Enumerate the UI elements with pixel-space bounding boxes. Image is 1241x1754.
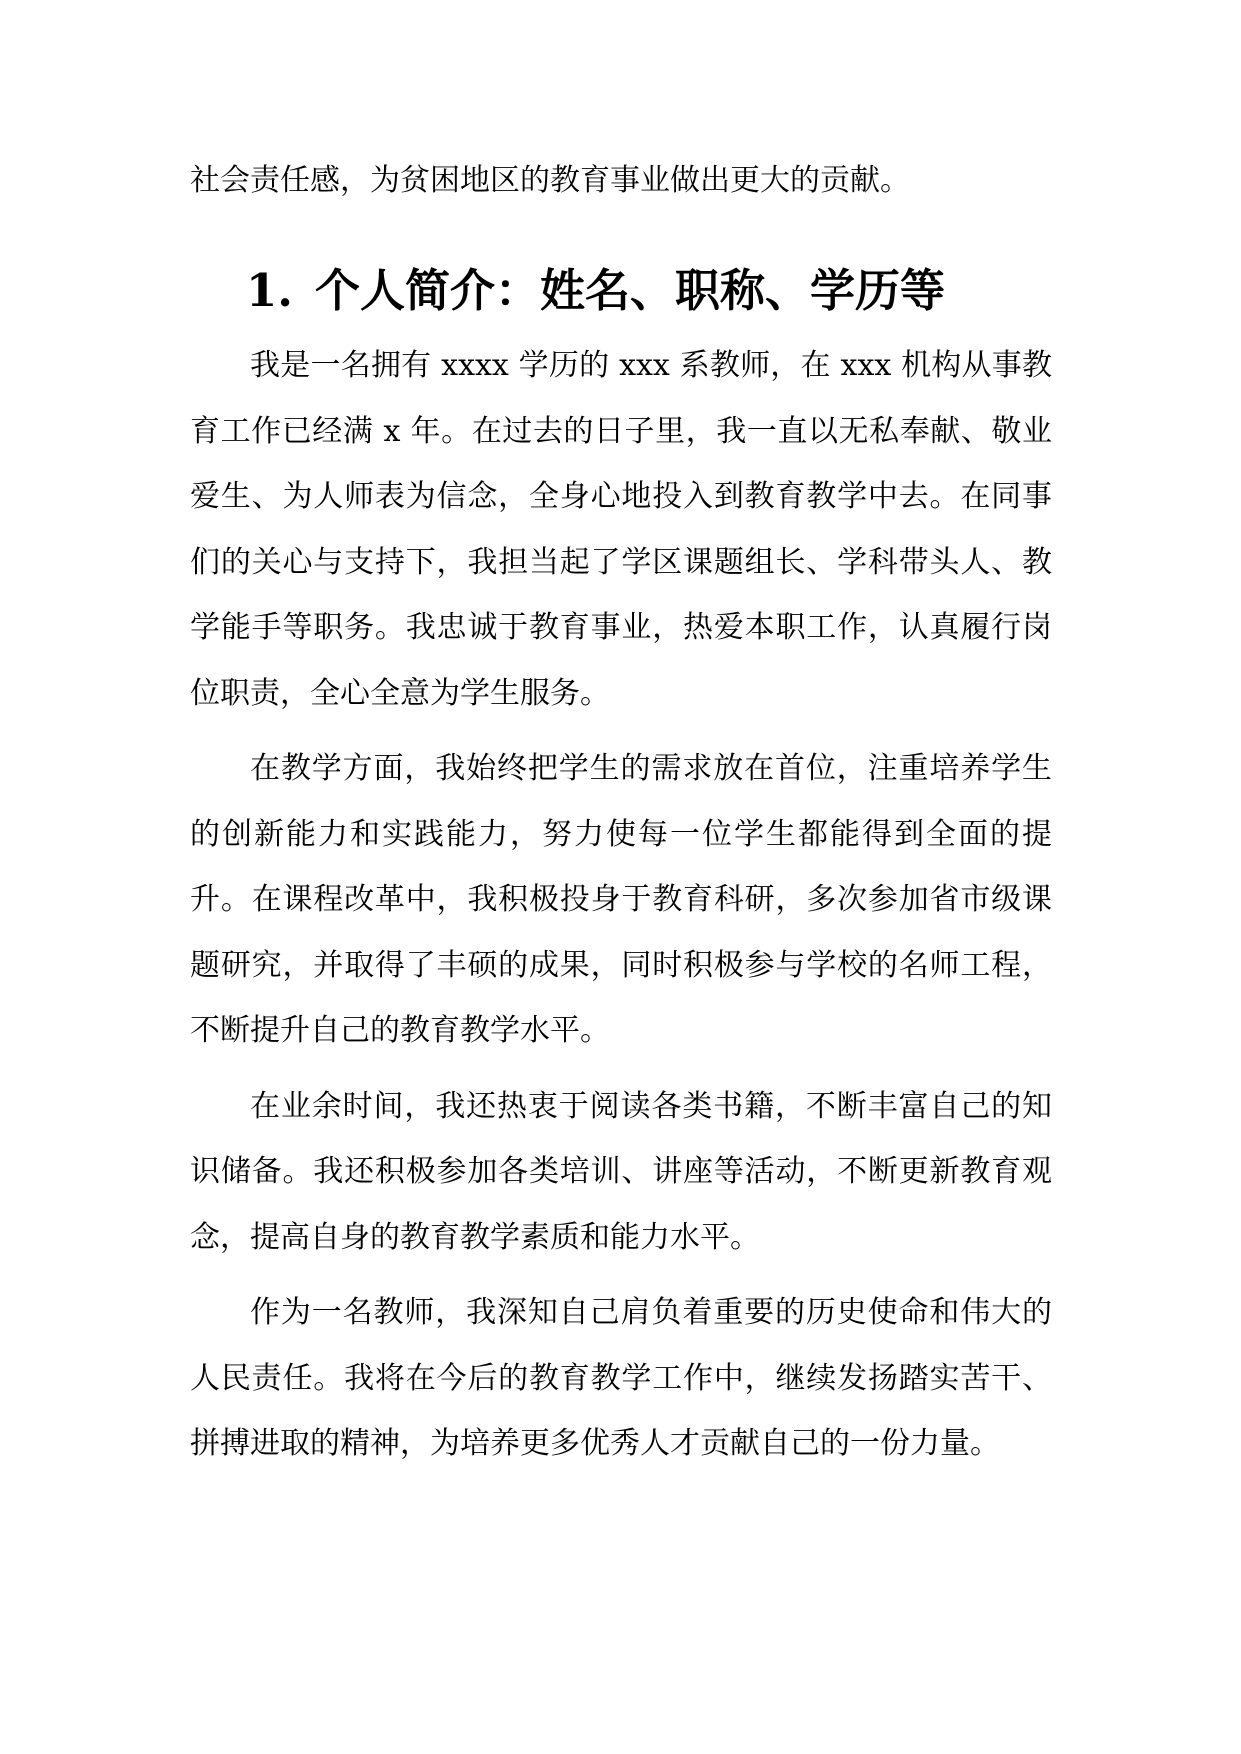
section-heading (190, 258, 1052, 324)
body-paragraph: 我是一名拥有 xxxx 学历的 xxx 系教师，在 xxx 机构从事教育工作已经满 x 年。在过去的日子里，我一直以无私奉献、敬业爱生、为人师表为信念，全身心地投入到教育教学中去。在同事们的关心与支持下，我担当起了学区课题组长、学科带头人、教学能手等职务。我忠诚于教育事业，热爱本职工作，认真履行岗位职责，全心全意为学生服务。 (190, 348, 1052, 711)
body-paragraph: 在教学方面，我始终把学生的需求放在首位，注重培养学生的创新能力和实践能力，努力使每一位学生都能得到全面的提升。在课程改革中，我积极投身于教育科研，多次参加省市级课题研究，并取得了丰硕的成果，同时积极参与学校的名师工程，不断提升自己的教育教学水平。 (190, 751, 1052, 1048)
body-paragraph: 作为一名教师，我深知自己肩负着重要的历史使命和伟大的人民责任。我将在今后的教育教学工作中，继续发扬踏实苦干、拼搏进取的精神，为培养更多优秀人才贡献自己的一份力量。 (190, 1295, 1052, 1461)
paragraph-spacer (190, 214, 1052, 258)
document-page (190, 148, 1052, 1477)
section-title: 个人简介：姓名、职称、学历等 (314, 263, 945, 317)
body-paragraph: 在业余时间，我还热衷于阅读各类书籍，不断丰富自己的知识储备。我还积极参加各类培训、讲座等活动，不断更新教育观念，提高自身的教育教学素质和能力水平。 (190, 1088, 1052, 1255)
opening-line: 社会责任感，为贫困地区的教育事业做出更大的贡献。 (190, 163, 910, 198)
body-paragraphs (190, 333, 1052, 1477)
section-number: 1. (246, 263, 293, 317)
